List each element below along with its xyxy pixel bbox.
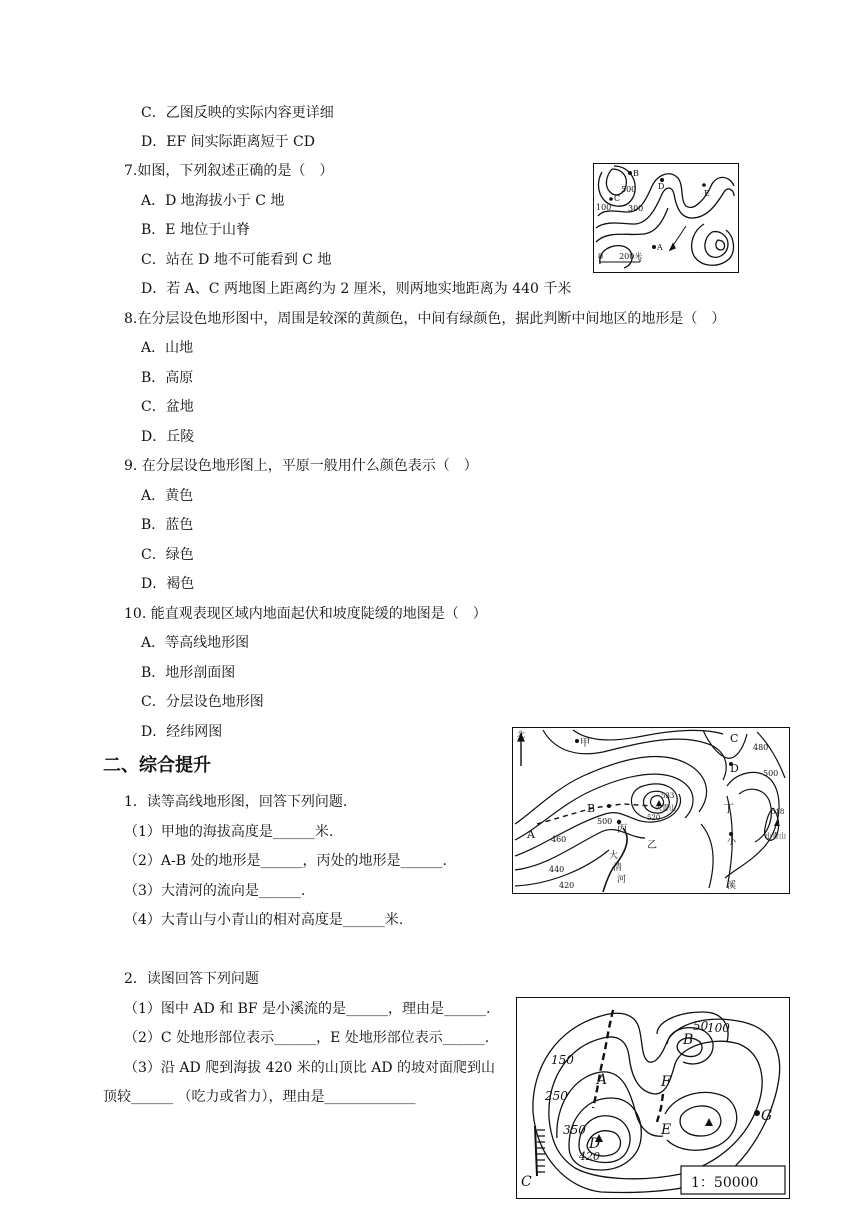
q9-option-c: C．绿色 bbox=[141, 547, 194, 563]
s2-q2-item: （3）沿 AD 爬到海拔 420 米的山顶比 AD 的坡对面爬到山 bbox=[124, 1060, 495, 1076]
q1-map-label: 甲 bbox=[580, 738, 590, 749]
q1-map-label: 小青山 bbox=[765, 832, 786, 840]
q2-map-label: 420 bbox=[579, 1150, 600, 1163]
q2-scale-label: 1：50000 bbox=[691, 1175, 759, 1191]
q1-map-label: 大青山 bbox=[655, 804, 676, 812]
q7-map-label: B bbox=[633, 169, 639, 178]
s2-q1-item: （3）大清河的流向是______. bbox=[124, 883, 306, 899]
q9-option-b: B．蓝色 bbox=[141, 517, 194, 533]
q8-stem: 8.在分层设色地形图中，周围是较深的黄颜色，中间有绿颜色，据此判断中间地区的地形是（ ） bbox=[124, 311, 726, 327]
q7-map-label: 500 bbox=[621, 185, 637, 194]
q10-option-b: B．地形剖面图 bbox=[141, 665, 236, 681]
q2-contour-map bbox=[516, 997, 790, 1199]
q9-option-d: D．褐色 bbox=[141, 576, 195, 592]
q7-map-label: C bbox=[614, 194, 621, 203]
q8-option-b: B．高原 bbox=[141, 370, 194, 386]
q8-option-a: A．山地 bbox=[141, 340, 194, 356]
q2-map-label: D bbox=[589, 1136, 601, 1152]
q1-map-label: 河 bbox=[617, 875, 627, 885]
s2-q2-stem: 2．读图回答下列问题 bbox=[124, 971, 259, 987]
q2-map-label: 250 bbox=[545, 1089, 568, 1103]
q2-map-label: 350 bbox=[563, 1123, 586, 1137]
q1-map-label: 480 bbox=[753, 743, 769, 752]
q2-map-label: A bbox=[597, 1072, 608, 1088]
q6-option-c: C．乙图反映的实际内容更详细 bbox=[141, 105, 334, 121]
q2-map-label: B bbox=[683, 1032, 694, 1048]
q2-map-label: 100 bbox=[707, 1021, 730, 1035]
q1-map-label: 大 bbox=[609, 851, 619, 861]
q1-map-label: 溪 bbox=[727, 881, 737, 891]
s2-q1-item: （2）A-B 处的地形是______，丙处的地形是______. bbox=[124, 853, 447, 869]
q7-scale-label: 0 200米 bbox=[598, 252, 643, 261]
q1-map-label: 533 bbox=[661, 792, 675, 800]
q2-map-label: G bbox=[761, 1108, 773, 1124]
q7-option-a: A．D 地海拔小于 C 地 bbox=[141, 193, 285, 209]
q7-stem: 7.如图，下列叙述正确的是（ ） bbox=[124, 163, 334, 179]
q10-option-c: C．分层设色地形图 bbox=[141, 694, 264, 710]
s2-q2-item: （1）图中 AD 和 BF 是小溪流的是______，理由是______. bbox=[124, 1001, 491, 1017]
q1-map-label: A bbox=[527, 828, 535, 841]
q8-option-c: C．盆地 bbox=[141, 399, 194, 415]
q1-map-label: 520 bbox=[647, 814, 661, 822]
north-label: 北 bbox=[517, 730, 525, 739]
q1-map-label: 清 bbox=[613, 863, 623, 873]
q10-option-d: D．经纬网图 bbox=[141, 724, 223, 740]
q1-map-label: 420 bbox=[559, 881, 575, 890]
q7-map-label: 300 bbox=[628, 204, 644, 213]
section-title: 二、综合提升 bbox=[103, 755, 211, 776]
q10-option-a: A．等高线地形图 bbox=[141, 635, 250, 651]
q7-map-label: D bbox=[658, 182, 665, 191]
q1-map-label: D bbox=[730, 762, 739, 775]
q1-map-label: 500 bbox=[597, 817, 613, 826]
q2-map-label: C bbox=[521, 1174, 532, 1190]
q1-map-label: 丙 bbox=[617, 824, 627, 835]
q7-contour-map bbox=[593, 163, 739, 273]
q2-map-label: E bbox=[661, 1122, 672, 1138]
q10-stem: 10. 能直观表现区域内地面起伏和坡度陡缓的地图是（ ） bbox=[124, 606, 487, 622]
s2-q2-item: （2）C 处地形部位表示______，E 处地形部位表示______. bbox=[124, 1030, 490, 1046]
q1-map-label: 500 bbox=[763, 769, 779, 778]
s2-q1-stem: 1．读等高线地形图，回答下列问题. bbox=[124, 794, 348, 810]
s2-q1-item: （4）大青山与小青山的相对高度是______米. bbox=[124, 912, 404, 928]
q2-map-label: 150 bbox=[551, 1053, 574, 1067]
q7-option-d: D．若 A、C 两地图上距离约为 2 厘米，则两地实地距离为 440 千米 bbox=[141, 281, 572, 297]
q1-map-label: B bbox=[587, 802, 596, 815]
q1-map-label: 518 bbox=[771, 808, 785, 816]
q7-option-c: C．站在 D 地不可能看到 C 地 bbox=[141, 252, 332, 268]
q9-stem: 9. 在分层设色地形图上，平原一般用什么颜色表示（ ） bbox=[124, 458, 478, 474]
q7-map-label: 100 bbox=[596, 203, 612, 212]
q7-map-label: E bbox=[704, 189, 710, 198]
q7-map-label: A bbox=[657, 243, 663, 252]
q6-option-d: D．EF 间实际距离短于 CD bbox=[141, 134, 315, 150]
q7-option-b: B．E 地位于山脊 bbox=[141, 222, 250, 238]
q1-map-label: 小 bbox=[727, 837, 737, 847]
q2-map-label: 50 bbox=[693, 1019, 709, 1033]
q1-contour-map bbox=[512, 727, 790, 894]
q1-map-label: C bbox=[730, 732, 739, 745]
q1-map-label: 460 bbox=[551, 835, 567, 844]
s2-q1-item: （1）甲地的海拔高度是______米. bbox=[124, 824, 334, 840]
q9-option-a: A．黄色 bbox=[141, 488, 194, 504]
q1-map-label: 440 bbox=[549, 865, 565, 874]
q2-map-label: F bbox=[661, 1074, 671, 1090]
q8-option-d: D．丘陵 bbox=[141, 429, 195, 445]
q1-map-label: 乙 bbox=[647, 840, 657, 851]
s2-q2-item: 顶较______ （吃力或省力），理由是_____________ bbox=[103, 1089, 416, 1105]
q1-map-label: 丁 bbox=[723, 802, 734, 815]
